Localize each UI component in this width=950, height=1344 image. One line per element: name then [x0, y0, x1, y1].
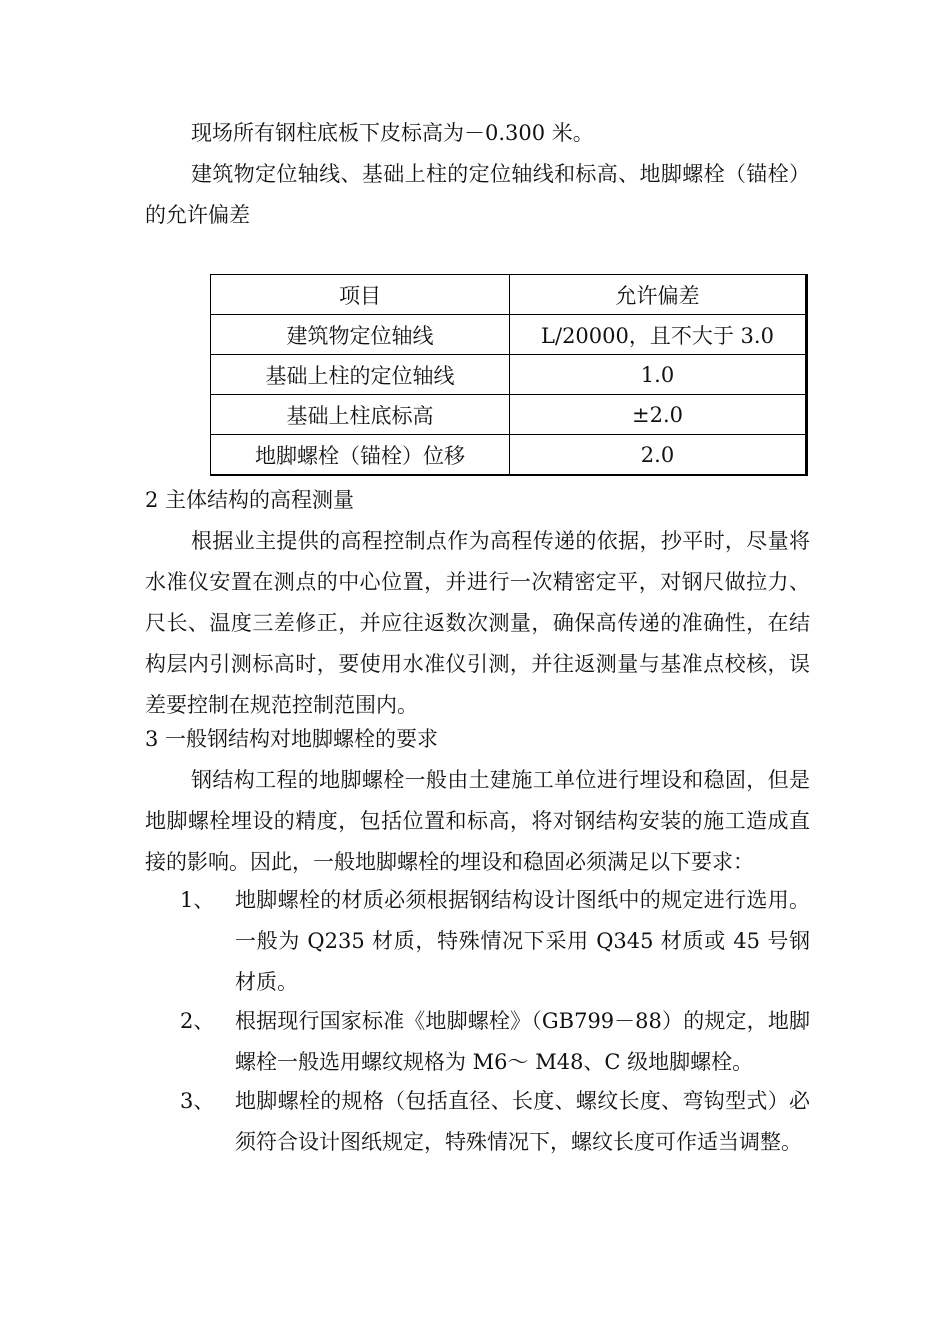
table-header-item: 项目: [211, 275, 510, 315]
table-header-row: [211, 275, 807, 315]
list-item-number: 2、: [180, 1009, 215, 1033]
paragraph-elevation-survey: 根据业主提供的高程控制点作为高程传递的依据，抄平时，尽量将水准仪安置在测点的中心位置，并进行一次精密定平，对钢尺做拉力、尺长、温度三差修正，并应往返数次测量，确保高传递的准确性，在结构层内引测标高时，要使用水准仪引测，并往返测量与基准点校核，误差要控制在规范控制范围内。: [145, 529, 810, 717]
paragraph-base-elevation: 现场所有钢柱底板下皮标高为－0.300 米。: [191, 121, 594, 145]
list-item-text: 地脚螺栓的材质必须根据钢结构设计图纸中的规定进行选用。一般为 Q235 材质，特殊情况下采用 Q345 材质或 45 号钢材质。: [235, 888, 810, 994]
table-row: [211, 435, 807, 476]
table-cell-item: 地脚螺栓（锚栓）位移: [211, 435, 510, 476]
table-cell-tolerance: 1.0: [510, 355, 807, 395]
table-header-tolerance: 允许偏差: [510, 275, 807, 315]
table-cell-item: 建筑物定位轴线: [211, 315, 510, 355]
tolerance-table: [210, 274, 808, 476]
table-cell-item: 基础上柱的定位轴线: [211, 355, 510, 395]
table-row: [211, 315, 807, 355]
table-row: [211, 395, 807, 435]
table-cell-item: 基础上柱底标高: [211, 395, 510, 435]
paragraph-anchor-bolts: 钢结构工程的地脚螺栓一般由土建施工单位进行埋设和稳固，但是地脚螺栓埋设的精度，包括位置和标高，将对钢结构安装的施工造成直接的影响。因此，一般地脚螺栓的埋设和稳固必须满足以下要求：: [145, 768, 810, 874]
list-item-number: 3、: [180, 1089, 215, 1113]
paragraph-tolerance-intro: 建筑物定位轴线、基础上柱的定位轴线和标高、地脚螺栓（锚栓）的允许偏差: [145, 162, 810, 227]
list-item-number: 1、: [180, 888, 215, 912]
list-item-text: 根据现行国家标准《地脚螺栓》（GB799－88）的规定，地脚螺栓一般选用螺纹规格为 M6～ M48、C 级地脚螺栓。: [235, 1009, 810, 1074]
section-heading-anchor-bolts: 3 一般钢结构对地脚螺栓的要求: [145, 727, 439, 751]
table-cell-tolerance: L/20000，且不大于 3.0: [510, 315, 807, 355]
table-cell-tolerance: 2.0: [510, 435, 807, 476]
table-cell-tolerance: ±2.0: [510, 395, 807, 435]
list-item-text: 地脚螺栓的规格（包括直径、长度、螺纹长度、弯钩型式）必须符合设计图纸规定，特殊情况下，螺纹长度可作适当调整。: [235, 1089, 810, 1154]
table-row: [211, 355, 807, 395]
section-heading-elevation-survey: 2 主体结构的高程测量: [145, 488, 355, 512]
